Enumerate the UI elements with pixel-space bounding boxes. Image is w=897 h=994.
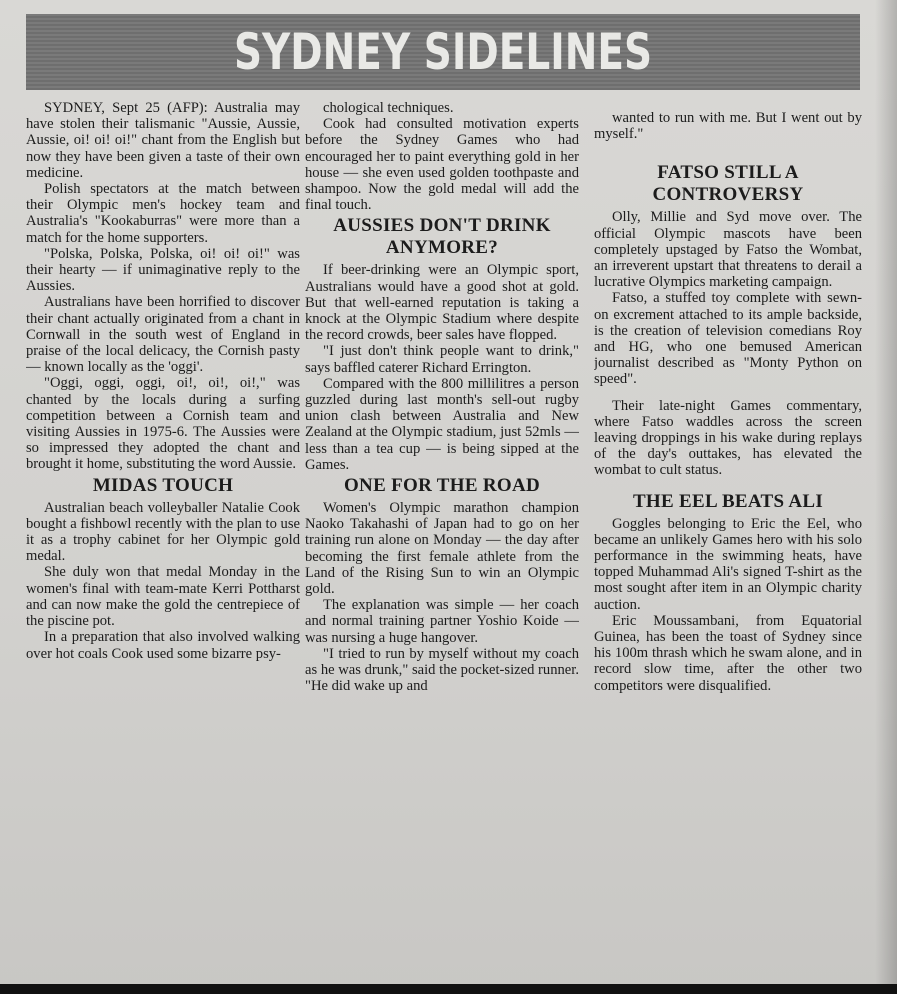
section-title: SYDNEY SIDELINES [233, 23, 653, 81]
paragraph: chological techniques. [323, 100, 454, 116]
paragraph: Women's Olympic marathon champion Naoko Takahashi of Japan had to go on her training run alone on Monday — the day after becoming the first female athlete from the Land of the Rising Sun to win an Olympic gold. [305, 500, 579, 598]
paragraph: Cook had consulted motivation experts before the Sydney Games who had encouraged her to paint everything gold in her house — she even used golden toothpaste and shampoo. Now the gold medal will add the final touch. [305, 116, 579, 214]
paragraph: wanted to run with me. But I went out by myself." [594, 110, 862, 143]
paragraph: Compared with the 800 millilitres a person guzzled during last month's sell-out rugby union clash between Australia and New Zealand at the Olympic stadium, just 52mls — less than a tea cup — is being sipped at the Games. [305, 375, 579, 473]
paragraph: Eric Moussambani, from Equatorial Guinea, has been the toast of Sydney since his 100m thrash which he swam alone, and in record slow time, after the other two competitors were disqualified. [594, 612, 862, 694]
column-3 [594, 100, 862, 920]
paragraph: SYDNEY, Sept 25 (AFP): Australia may have stolen their talismanic "Aussie, Aussie, Aussie, oi! oi! oi!" chant from the English but now they have been given a taste of their own medicine. [26, 100, 300, 181]
spacer [594, 388, 862, 398]
paragraph: "I just don't think people want to drink," says baffled caterer Richard Errington. [305, 343, 579, 376]
paragraph: The explanation was simple — her coach and normal training partner Yoshio Koide — was nursing a huge hangover. [305, 597, 579, 646]
paragraph: Polish spectators at the match between their Olympic men's hockey team and Australia's "Kookaburras" were more than a match for the home supporters. [26, 181, 300, 246]
section-banner [26, 14, 860, 90]
spacer [594, 142, 862, 160]
paragraph: "Oggi, oggi, oggi, oi!, oi!, oi!," was chanted by the locals during a surfing competition between a Cornish team and visiting Aussies in 1975-6. The Aussies were so impressed they adopted the chant and brought it home, substituting the word Aussie. [26, 375, 300, 473]
paragraph: If beer-drinking were an Olympic sport, Australians would have a good shot at gold. But that well-earned reputation is taking a knock at the Olympic Stadium where despite the record crowds, beer sales have flopped. [305, 262, 579, 344]
paragraph: Olly, Millie and Syd move over. The official Olympic mascots have been completely upstaged by Fatso the Wombat, an irreverent upstart that threatens to derail a lucrative Olympics marketing campaign. [594, 209, 862, 291]
paragraph: She duly won that medal Monday in the women's final with team-mate Kerri Pottharst and can now make the gold the centrepiece of the piscine pot. [26, 564, 300, 630]
column-1 [26, 100, 300, 920]
paragraph: Australians have been horrified to discover their chant actually originated from a chant in Cornwall in the south west of England in praise of the local delicacy, the Cornish pasty — known locally as the 'oggi'. [26, 294, 300, 376]
paragraph: In a preparation that also involved walking over hot coals Cook used some bizarre psy- [26, 629, 300, 662]
bottom-edge [0, 984, 897, 994]
spacer [594, 100, 862, 110]
subheading-fatso-still-a-controversy: FATSO STILL A CONTROVERSY [652, 162, 804, 206]
paragraph: "Polska, Polska, Polska, oi! oi! oi!" was their hearty — if unimaginative reply to the Aussies. [26, 245, 300, 295]
paragraph: Fatso, a stuffed toy complete with sewn-on excrement attached to its ample backside, is the creation of television comedians Roy and HG, who one bemused American journalist described as "Monty Python on speed". [594, 290, 862, 388]
column-2 [305, 100, 579, 920]
paragraph: "I tried to run by myself without my coach as he was drunk," said the pocket-sized runner. "He did wake up and [305, 645, 579, 695]
subheading-midas-touch: MIDAS TOUCH [92, 474, 234, 496]
subheading-aussies-dont-drink: AUSSIES DON'T DRINK ANYMORE? [333, 215, 551, 259]
paragraph: Goggles belonging to Eric the Eel, who became an unlikely Games hero with his solo performance in the swimming heats, have topped Muhammad Ali's signed T-shirt as the most sought after item in an Olympic charity auction. [594, 515, 862, 613]
subheading-one-for-the-road: ONE FOR THE ROAD [343, 475, 541, 497]
paragraph: Australian beach volleyballer Natalie Cook bought a fishbowl recently with the plan to use it as a trophy cabinet for her Olympic gold medal. [26, 499, 300, 565]
paragraph: Their late-night Games commentary, where Fatso waddles across the screen leaving droppings in his wake during replays of the day's outtakes, has elevated the wombat to cult status. [594, 397, 862, 479]
spacer [594, 479, 862, 489]
page-edge-shadow [875, 0, 897, 994]
subheading-the-eel-beats-ali: THE EEL BEATS ALI [632, 490, 824, 512]
